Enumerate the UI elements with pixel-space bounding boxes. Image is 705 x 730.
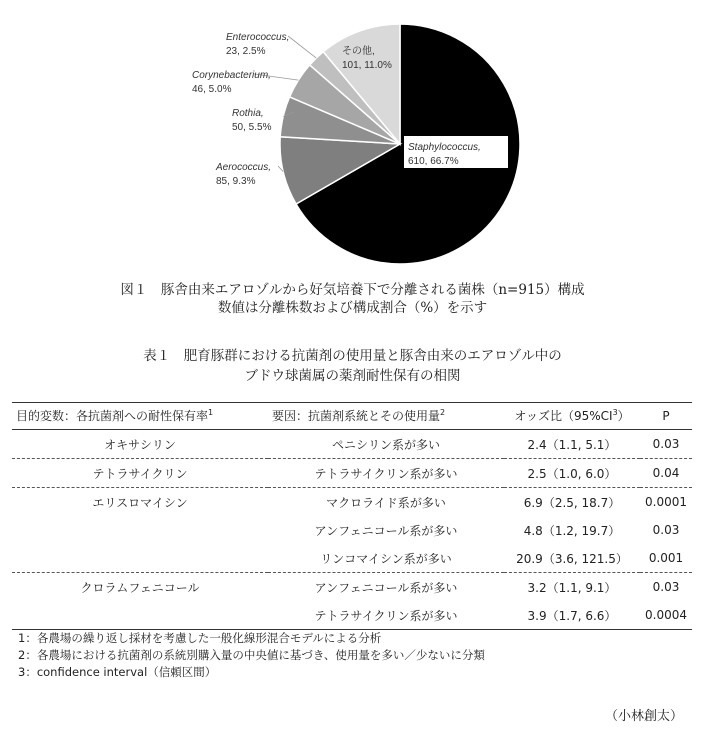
cell-factor: テトラサイクリン系が多い [268,459,504,488]
cell-p: 0.03 [652,523,680,537]
slice-value-label: 101, 11.0% [342,60,392,71]
slice-value-label: 50, 5.5% [232,122,272,133]
cell-factor: アンフェニコール系が多い [268,573,504,602]
cell-target: クロラムフェニコール [12,573,268,602]
slice-value-label: 610, 66.7% [408,156,459,167]
slice-name-label: Enterococcus, [226,32,290,43]
cell-p: 0.0004 [640,601,692,630]
cell-p: 0.04 [640,459,692,488]
cell-target: オキサシリン [104,437,176,452]
cell-target [12,544,268,573]
results-table [12,402,692,630]
slice-name-label: Aerococcus, [216,162,272,173]
cell-target [12,516,268,544]
cell-odds-ratio: 2.4（1.1, 5.1） [527,437,617,452]
table-row [12,601,692,630]
figure-caption-line2: 数値は分離株数および構成割合（%）を示す [217,300,488,316]
table-notes [18,630,485,681]
cell-target: エリスロマイシン [12,488,268,517]
note-3: 3：confidence interval（信頼区間） [18,665,217,679]
table-header-row [12,403,692,430]
cell-factor: リンコマイシン系が多い [320,551,452,566]
header-odds-ratio: オッズ比$(95\%CI^3)$ [504,403,640,430]
cell-target: テトラサイクリン [12,459,268,488]
leader-line [288,36,316,58]
header-factor: 要因：抗菌剤系統とその使用量$^2$ [268,403,504,430]
cell-factor: ペニシリン系が多い [331,437,440,452]
table-row [12,544,692,573]
cell-odds-ratio: 4.8（1.2, 19.7） [523,523,621,538]
figure-caption-line1: 図１ 豚舎由来エアロゾルから好気培養下で分離される菌株（n=915）構成 [120,282,585,298]
cell-factor: マクロライド系が多い [268,488,504,517]
cell-p: 0.001 [648,551,684,565]
cell-odds-ratio: 2.5（1.0, 6.0） [504,459,640,488]
slice-value-label: 46, 5.0% [192,84,232,95]
table-row [12,459,692,488]
cell-odds-ratio: 6.9（2.5, 18.7） [504,488,640,517]
cell-factor: テトラサイクリン系が多い [268,601,504,630]
table-caption-line2: ブドウ球菌属の薬剤耐性保有の相関 [244,368,461,384]
table-caption-line1: 表１ 肥育豚群における抗菌剤の使用量と豚舎由来のエアロゾル中の [143,348,562,364]
slice-name-label: Corynebacterium, [192,70,271,81]
pie-chart [0,0,705,270]
cell-p: 0.03 [652,437,680,451]
author-name: （小林創太） [604,709,683,724]
header-target: 目的変数：各抗菌剤への耐性保有率$^1$ [12,403,268,430]
cell-p: 0.03 [640,573,692,602]
header-p: P [640,403,692,430]
slice-value-label: 85, 9.3% [216,176,256,187]
table-row [12,573,692,602]
table-row [12,516,692,544]
slice-name-label: Rothia, [232,108,264,119]
slice-value-label: 23, 2.5% [226,46,266,57]
table-row [12,430,692,459]
cell-odds-ratio: 20.9（3.6, 121.5） [516,551,628,566]
cell-target [12,601,268,630]
note-1: 1：各農場の繰り返し採材を考慮した一般化線形混合モデルによる分析 [18,631,382,645]
cell-p: 0.0001 [640,488,692,517]
slice-name-label: Staphylococcus, [408,142,481,153]
note-2: 2：各農場における抗菌剤の系統別購入量の中央値に基づき、使用量を多い／少ないに分類 [18,648,485,662]
cell-odds-ratio: 3.2（1.1, 9.1） [504,573,640,602]
table-row [12,488,692,517]
cell-factor: アンフェニコール系が多い [314,523,458,538]
slice-name-label: その他, [342,46,375,57]
cell-odds-ratio: 3.9（1.7, 6.6） [504,601,640,630]
